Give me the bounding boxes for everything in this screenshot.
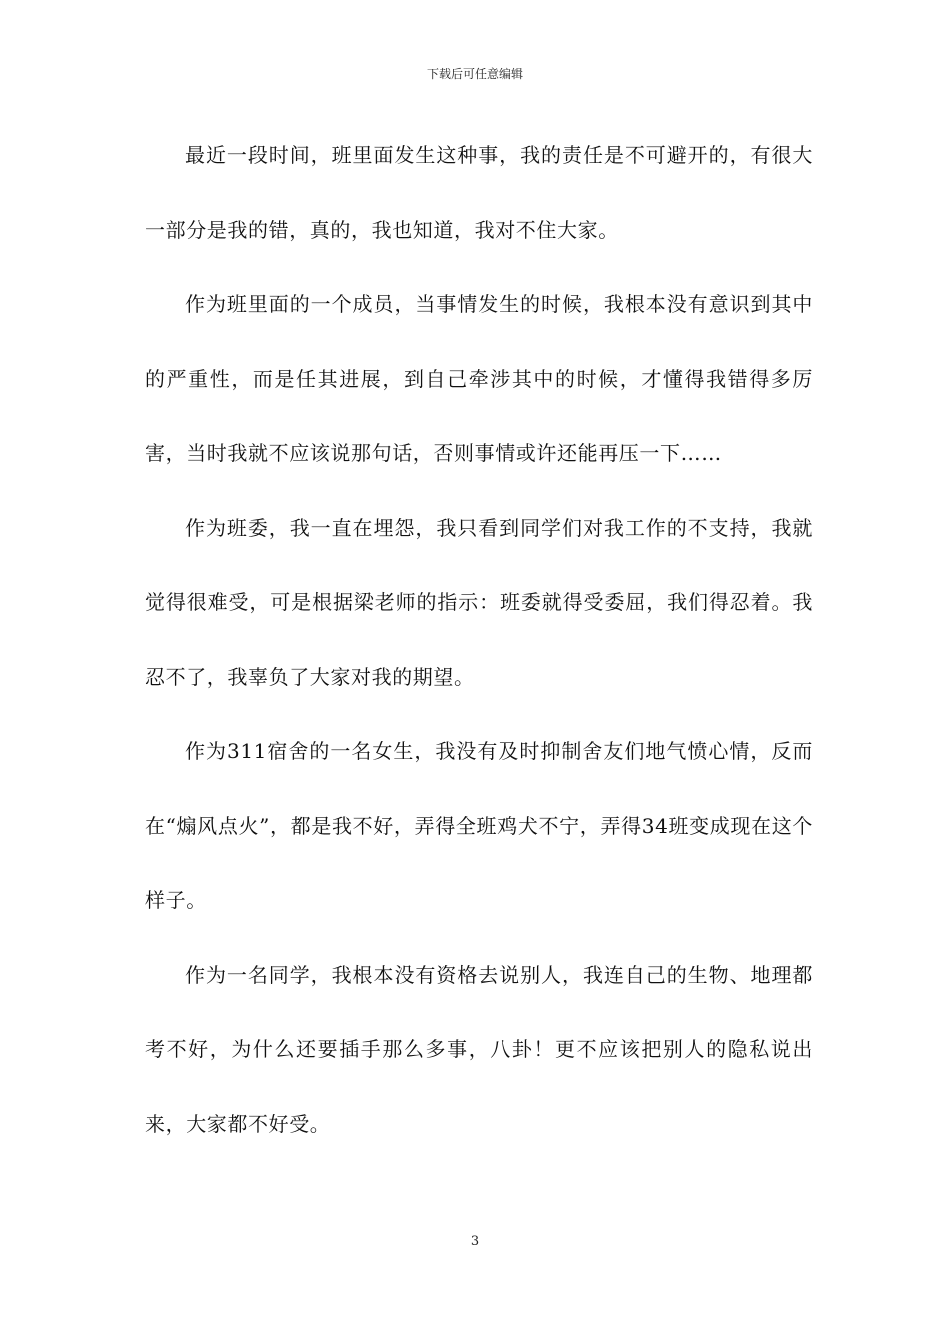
page-number: 3 (470, 1234, 480, 1249)
paragraph-2: 作为班里面的一个成员，当事情发生的时候，我根本没有意识到其中的严重性，而是任其进展，到自己牵涉其中的时候，才懂得我错得多厉害，当时我就不应该说那句话，否则事情或许还能再压一下…… (145, 292, 813, 465)
paragraph-3: 作为班委，我一直在埋怨，我只看到同学们对我工作的不支持，我就觉得很难受，可是根据梁老师的指示：班委就得受委屈，我们得忍着。我忍不了，我辜负了大家对我的期望。 (145, 515, 813, 689)
paragraph-5: 作为一名同学，我根本没有资格去说别人，我连自己的生物、地理都考不好，为什么还要插手那么多事，八卦！更不应该把别人的隐私说出来，大家都不好受。 (145, 962, 813, 1136)
paragraph-1: 最近一段时间，班里面发生这种事，我的责任是不可避开的，有很大一部分是我的错，真的，我也知道，我对不住大家。 (145, 143, 813, 242)
paragraph-4: 作为311宿舍的一名女生，我没有及时抑制舍友们地气愤心情，反而在“煽风点火”，都是我不好，弄得全班鸡犬不宁，弄得34班变成现在这个样子。 (145, 739, 813, 912)
page-header: 下载后可任意编辑 (426, 67, 523, 81)
document-body (145, 118, 813, 1161)
